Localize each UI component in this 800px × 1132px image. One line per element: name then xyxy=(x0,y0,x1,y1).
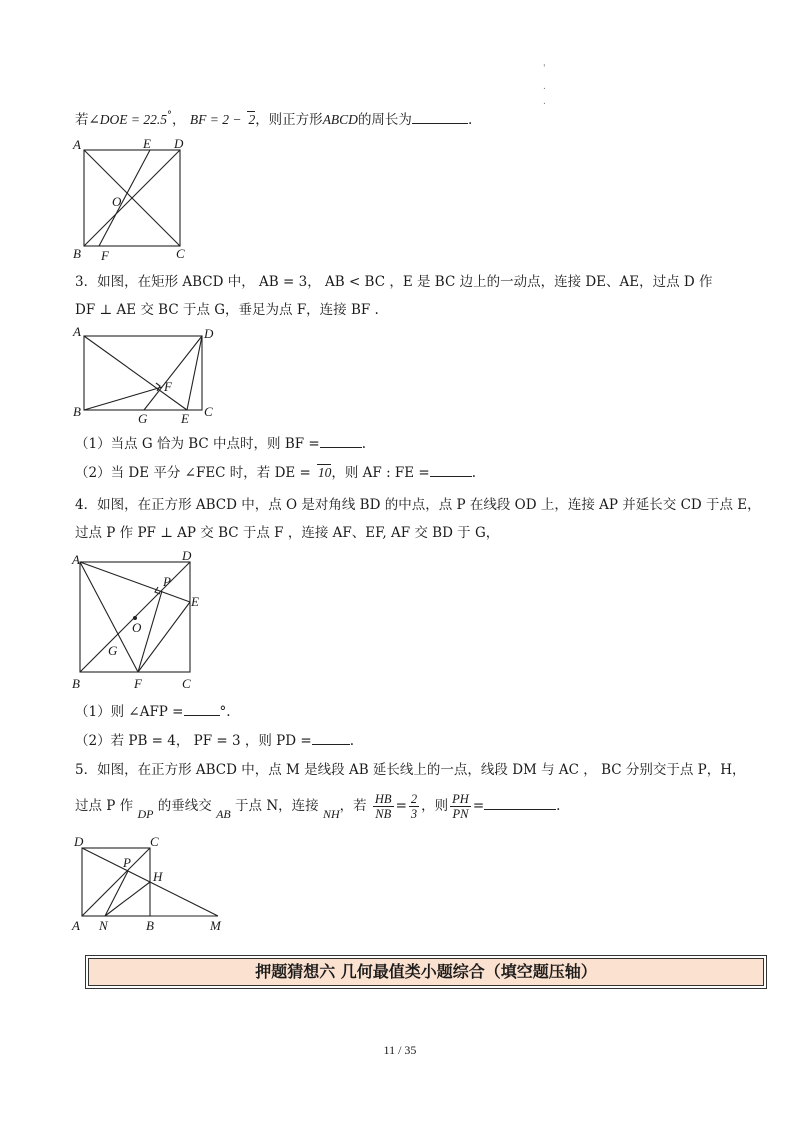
fig4-label-o: O xyxy=(132,620,142,635)
page-number: 11 / 35 xyxy=(383,1043,417,1057)
fig3-segment-bf xyxy=(84,387,162,410)
q4-sub-1 xyxy=(75,702,231,722)
q3-sub1-blank[interactable] xyxy=(320,435,362,448)
q5-frac2-num: 2 xyxy=(410,792,418,806)
q4-sub2-end: . xyxy=(349,733,354,749)
figure-square-abcd-q2 xyxy=(70,136,200,262)
fig5-label-c: C xyxy=(150,834,159,849)
fig4-label-f: F xyxy=(134,676,142,691)
fig5-label-p: P xyxy=(123,855,131,870)
q4-sub2-text: （2）若 PB = 4， PF = 3 ，则 PD = xyxy=(75,733,312,749)
q5-nh: NH xyxy=(322,807,340,821)
q5-fraction-2-3 xyxy=(409,792,419,821)
fig3-label-b: B xyxy=(73,404,81,419)
fig5-segment-pn xyxy=(105,871,128,916)
q5-dp: DP xyxy=(137,807,154,821)
margin-mark: . xyxy=(543,82,546,92)
fig3-label-f: F xyxy=(164,379,172,394)
q5-text-e: ，则 xyxy=(421,798,449,814)
q5-text-a: 过点 P 作 xyxy=(75,798,134,814)
fig3-label-c: C xyxy=(204,404,213,419)
q3-sub2-text: （2）当 DE 平分 ∠FEC 时，若 DE = xyxy=(75,465,311,481)
figure-square-abcd-q5 xyxy=(68,832,238,936)
q2-prefix: 若 xyxy=(75,112,89,128)
q4-line-1: 4．如图，在正方形 ABCD 中，点 O 是对角线 BD 的中点，点 P 在线段 OD 上，连接 AP 并延长交 CD 于点 E， xyxy=(75,497,761,513)
fig5-segment-nh xyxy=(105,882,150,916)
margin-mark: . xyxy=(543,97,546,107)
q2-bf: BF = 2 − xyxy=(189,112,242,127)
q2-sep: ， xyxy=(172,112,186,128)
q2-end: . xyxy=(467,112,473,128)
q5-frac3-num: PH xyxy=(452,792,469,806)
q3-line-1: 3．如图，在矩形 ABCD 中， AB = 3， AB < BC ，E 是 BC 边上的一动点，连接 DE、AE，过点 D 作 xyxy=(75,274,713,290)
q3-sub2-blank[interactable] xyxy=(430,464,472,477)
fig4-label-e: E xyxy=(191,594,199,609)
q4-sub1-text: （1）则 ∠AFP = xyxy=(75,704,184,720)
q3-sub2-sqrt: 10 xyxy=(317,465,332,480)
figure-rectangle-abcd-q3 xyxy=(70,326,230,424)
fig3-segment-ae xyxy=(84,336,187,410)
fig2-label-b: B xyxy=(73,246,81,261)
q2-angle-degree: ° xyxy=(167,110,173,121)
fig4-segment-ef xyxy=(138,602,190,672)
q4-sub2-blank[interactable] xyxy=(312,732,350,745)
q5-eq2: = xyxy=(472,798,485,814)
fig5-label-n: N xyxy=(99,918,108,933)
q3-sub-1 xyxy=(75,434,366,454)
q2-condition-line xyxy=(75,110,472,132)
q3-sub2-end: . xyxy=(471,465,477,481)
q2-answer-blank[interactable] xyxy=(412,111,468,124)
q3-sub2-ratio: ，则 AF : FE = xyxy=(331,465,430,481)
fig2-label-o: O xyxy=(112,194,122,209)
q5-eq1: = xyxy=(395,798,407,814)
q5-fraction-hb-nb xyxy=(373,792,394,821)
fig2-label-a: A xyxy=(73,137,81,152)
fig3-label-e: E xyxy=(181,411,189,424)
fig5-label-h: H xyxy=(153,869,163,884)
fig2-label-f: F xyxy=(101,248,109,262)
q5-text-b: 的垂线交 xyxy=(157,798,212,814)
q5-frac2-den: 3 xyxy=(410,807,418,821)
fig4-segment-pf xyxy=(138,591,162,672)
q3-line-2: DF ⊥ AE 交 BC 于点 G，垂足为点 F，连接 BF . xyxy=(75,302,379,318)
margin-mark: ' xyxy=(543,64,546,74)
fig4-segment-ae xyxy=(80,562,190,602)
fig2-label-e: E xyxy=(143,136,151,151)
fig3-rectangle xyxy=(84,336,202,410)
q5-frac1-num: HB xyxy=(374,792,392,806)
figure-square-abcd-q4 xyxy=(70,548,210,694)
fig4-label-a: A xyxy=(72,552,80,567)
section-title-banner: 押题猜想六 几何最值类小题综合（填空题压轴） xyxy=(88,958,764,986)
fig3-segment-dg xyxy=(144,336,202,410)
q3-sub-2 xyxy=(75,463,476,483)
fig4-label-b: B xyxy=(72,676,80,691)
q4-sub1-blank[interactable] xyxy=(184,703,220,716)
q5-answer-blank[interactable] xyxy=(484,797,556,810)
q5-frac1-den: NB xyxy=(375,807,392,821)
q5-text-c: 于点 N，连接 xyxy=(235,798,319,814)
q5-text-d: ，若 xyxy=(339,798,367,814)
q5-line-1: 5．如图，在正方形 ABCD 中，点 M 是线段 AB 延长线上的一点，线段 DM 与 AC ， BC 分别交于点 P，H， xyxy=(75,762,746,778)
q5-end: . xyxy=(556,798,561,814)
fig4-label-g: G xyxy=(108,643,118,658)
q4-sub1-end: °. xyxy=(219,704,231,720)
fig2-label-c: C xyxy=(176,246,185,261)
fig5-label-a: A xyxy=(72,918,80,933)
fig5-label-b: B xyxy=(146,918,154,933)
fig3-label-d: D xyxy=(204,326,214,341)
fig2-segment-ef xyxy=(99,150,150,246)
fig4-label-c: C xyxy=(182,676,191,691)
q2-text: ，则正方形 xyxy=(255,112,323,128)
q2-sqrt-arg: 2 xyxy=(248,112,256,127)
q2-angle: ∠DOE = 22.5 xyxy=(88,112,168,127)
fig5-diagonal-ac xyxy=(82,848,150,916)
q2-shape: ABCD xyxy=(322,112,358,127)
q3-sub1-text: （1）当点 G 恰为 BC 中点时，则 BF = xyxy=(75,436,320,452)
q5-frac3-den: PN xyxy=(452,807,469,821)
fig3-label-g: G xyxy=(138,411,148,424)
q5-fraction-ph-pn xyxy=(450,792,471,821)
fig4-label-d: D xyxy=(182,548,192,563)
q4-line-2: 过点 P 作 PF ⊥ AP 交 BC 于点 F ，连接 AF、EF, AF 交 BD 于 G， xyxy=(75,525,500,541)
q5-line-2 xyxy=(75,792,560,821)
q4-sub-2 xyxy=(75,731,354,751)
q3-sub1-end: . xyxy=(361,436,367,452)
fig3-segment-de xyxy=(187,336,202,410)
fig2-label-d: D xyxy=(174,136,184,151)
fig5-label-m: M xyxy=(210,918,221,933)
q5-ab: AB xyxy=(216,807,231,821)
fig4-label-p: P xyxy=(163,574,171,589)
fig5-label-d: D xyxy=(74,834,84,849)
q2-suffix: 的周长为 xyxy=(357,112,412,128)
fig3-label-a: A xyxy=(73,326,81,339)
